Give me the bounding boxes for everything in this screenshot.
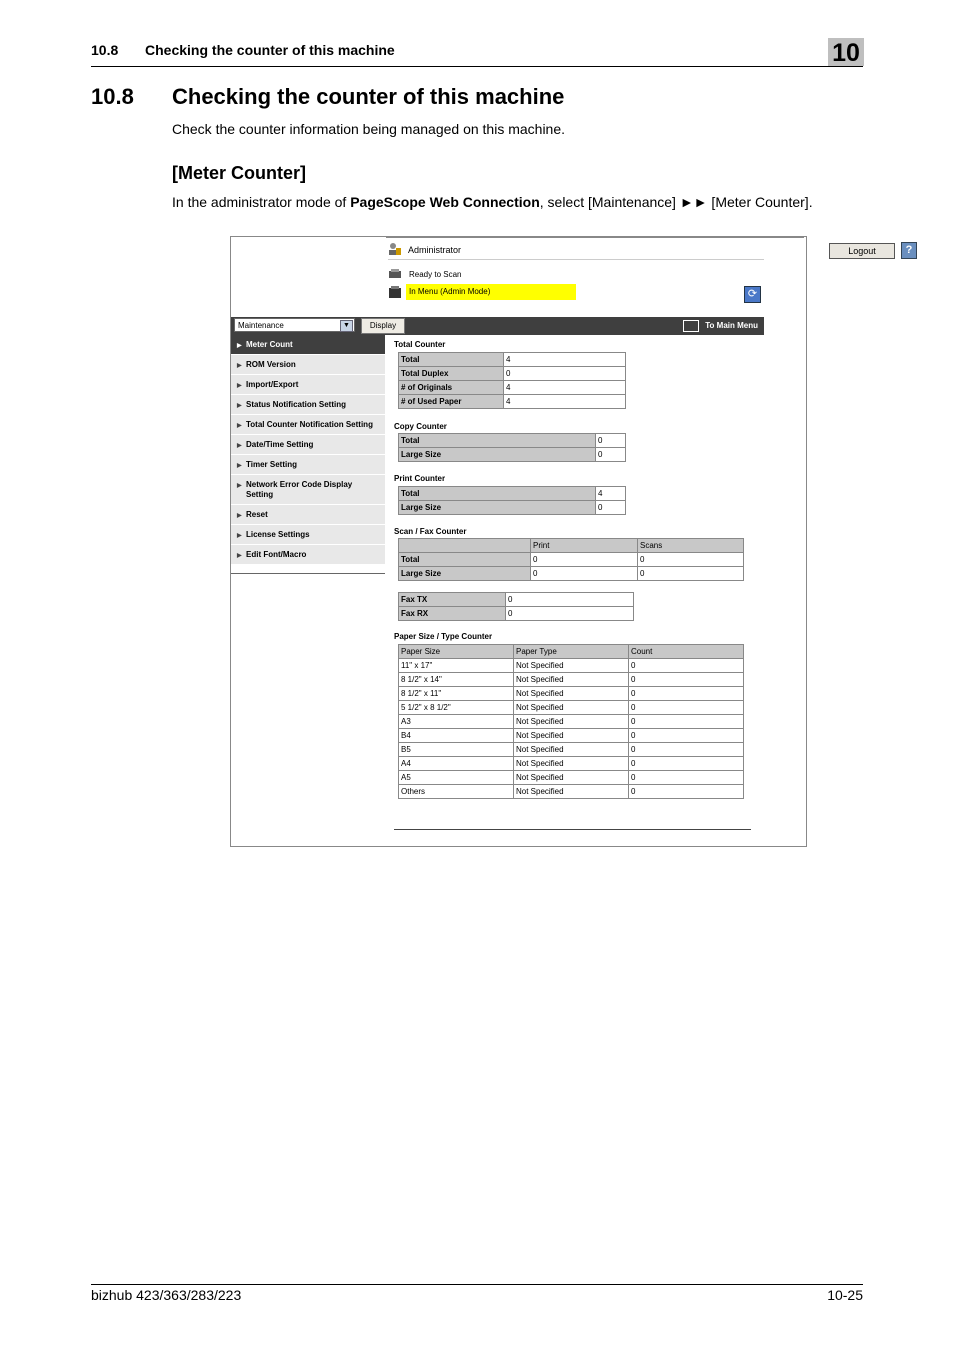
chevron-down-icon[interactable]: ▼ bbox=[340, 320, 353, 332]
table-cell: 0 bbox=[531, 553, 638, 567]
sidebar-item-label: Edit Font/Macro bbox=[246, 550, 307, 559]
table-cell: 0 bbox=[638, 553, 744, 567]
nav-bar bbox=[231, 317, 764, 335]
sidebar-item[interactable] bbox=[231, 375, 385, 395]
table-cell: Not Specified bbox=[514, 729, 629, 743]
row-label: Fax TX bbox=[399, 593, 506, 607]
row-label: Large Size bbox=[399, 501, 596, 515]
table-cell: A4 bbox=[399, 757, 514, 771]
help-icon[interactable]: ? bbox=[901, 242, 917, 259]
row-value: 0 bbox=[596, 448, 626, 462]
header-section-number: 10.8 bbox=[91, 42, 119, 58]
row-value: 4 bbox=[504, 395, 626, 409]
table-cell: A3 bbox=[399, 715, 514, 729]
instruction-bold: PageScope Web Connection bbox=[350, 194, 540, 210]
table-row bbox=[399, 701, 744, 715]
triangle-right-icon: ▶ bbox=[237, 343, 242, 349]
chapter-badge: 10 bbox=[828, 38, 864, 66]
table-row bbox=[399, 353, 626, 367]
scan-fax-counter-table bbox=[398, 538, 744, 581]
table-cell: 0 bbox=[629, 659, 744, 673]
sidebar-item-label: Network Error Code Display Setting bbox=[246, 480, 353, 499]
table-row bbox=[399, 659, 744, 673]
sidebar-item[interactable] bbox=[231, 355, 385, 375]
logout-button[interactable]: Logout bbox=[829, 243, 895, 259]
fax-counter-table bbox=[398, 592, 634, 621]
table-row bbox=[399, 395, 626, 409]
sidebar-item-label: Total Counter Notification Setting bbox=[246, 420, 373, 429]
column-header: Paper Type bbox=[514, 645, 629, 659]
sidebar-item[interactable] bbox=[231, 525, 385, 545]
table-row bbox=[399, 434, 626, 448]
sidebar-bottom-rule bbox=[231, 573, 385, 574]
triangle-right-icon: ▶ bbox=[237, 463, 242, 469]
table-cell: Not Specified bbox=[514, 673, 629, 687]
triangle-right-icon: ▶ bbox=[237, 533, 242, 539]
table-row bbox=[399, 381, 626, 395]
sidebar bbox=[231, 335, 386, 574]
row-label: # of Used Paper bbox=[399, 395, 504, 409]
sidebar-item[interactable] bbox=[231, 475, 385, 505]
administrator-icon bbox=[388, 242, 402, 256]
sidebar-item-label: Timer Setting bbox=[246, 460, 297, 469]
table-row bbox=[399, 757, 744, 771]
table-row bbox=[399, 501, 626, 515]
sidebar-item-label: License Settings bbox=[246, 530, 310, 539]
triangle-right-icon: ▶ bbox=[237, 553, 242, 559]
table-cell: 0 bbox=[629, 673, 744, 687]
web-connection-screenshot bbox=[230, 236, 913, 847]
table-row bbox=[399, 593, 634, 607]
admin-bar bbox=[388, 241, 913, 260]
sidebar-item[interactable] bbox=[231, 335, 385, 355]
row-value: 4 bbox=[596, 487, 626, 501]
table-cell: Total bbox=[399, 553, 531, 567]
column-header: Scans bbox=[638, 539, 744, 553]
table-cell: 8 1/2" x 14" bbox=[399, 673, 514, 687]
sidebar-item[interactable] bbox=[231, 505, 385, 525]
table-cell: 0 bbox=[531, 567, 638, 581]
triangle-right-icon: ▶ bbox=[237, 513, 242, 519]
paper-counter-title: Paper Size / Type Counter bbox=[394, 632, 493, 641]
sidebar-item-label: ROM Version bbox=[246, 360, 296, 369]
table-cell: 0 bbox=[638, 567, 744, 581]
table-row bbox=[399, 367, 626, 381]
main-menu-icon bbox=[683, 320, 699, 332]
paper-counter-table bbox=[398, 644, 744, 799]
content-bottom-rule bbox=[394, 829, 751, 830]
sidebar-item[interactable] bbox=[231, 435, 385, 455]
to-main-menu-link[interactable] bbox=[683, 320, 758, 332]
status-mode-badge: In Menu (Admin Mode) bbox=[406, 284, 576, 300]
table-cell: 0 bbox=[629, 771, 744, 785]
table-cell: 0 bbox=[629, 785, 744, 799]
table-cell: Not Specified bbox=[514, 701, 629, 715]
table-cell: 11" x 17" bbox=[399, 659, 514, 673]
row-label: # of Originals bbox=[399, 381, 504, 395]
row-label: Total Duplex bbox=[399, 367, 504, 381]
triangle-right-icon: ▶ bbox=[237, 423, 242, 429]
table-row bbox=[399, 743, 744, 757]
row-value: 0 bbox=[506, 593, 634, 607]
print-counter-title: Print Counter bbox=[394, 474, 446, 483]
table-row bbox=[399, 673, 744, 687]
sidebar-item[interactable] bbox=[231, 455, 385, 475]
subheading: [Meter Counter] bbox=[172, 163, 306, 183]
instruction-pre: In the administrator mode of bbox=[172, 194, 351, 210]
intro-text: Check the counter information being managed on this machine. bbox=[172, 121, 566, 137]
table-cell: 0 bbox=[629, 729, 744, 743]
table-row bbox=[399, 448, 626, 462]
row-value: 0 bbox=[504, 367, 626, 381]
row-value: 0 bbox=[596, 434, 626, 448]
display-button[interactable]: Display bbox=[361, 318, 405, 334]
table-cell: Not Specified bbox=[514, 771, 629, 785]
total-counter-title: Total Counter bbox=[394, 340, 446, 349]
row-value: 4 bbox=[504, 353, 626, 367]
table-row bbox=[399, 487, 626, 501]
sidebar-item[interactable] bbox=[231, 395, 385, 415]
row-label: Total bbox=[399, 353, 504, 367]
row-label: Fax RX bbox=[399, 607, 506, 621]
table-cell: Not Specified bbox=[514, 715, 629, 729]
row-value: 0 bbox=[506, 607, 634, 621]
row-value: 0 bbox=[596, 501, 626, 515]
table-row bbox=[399, 567, 744, 581]
sidebar-item[interactable] bbox=[231, 415, 385, 435]
table-cell: 0 bbox=[629, 701, 744, 715]
triangle-right-icon: ▶ bbox=[237, 443, 242, 449]
table-cell: Not Specified bbox=[514, 743, 629, 757]
to-main-menu-label: To Main Menu bbox=[705, 321, 758, 331]
table-cell: Not Specified bbox=[514, 757, 629, 771]
triangle-right-icon: ▶ bbox=[237, 363, 242, 369]
sidebar-item[interactable] bbox=[231, 545, 385, 565]
machine-icon bbox=[388, 285, 402, 299]
table-cell: 0 bbox=[629, 687, 744, 701]
row-label: Large Size bbox=[399, 448, 596, 462]
table-cell: B4 bbox=[399, 729, 514, 743]
triangle-right-icon: ▶ bbox=[237, 403, 242, 409]
table-cell: B5 bbox=[399, 743, 514, 757]
refresh-icon[interactable]: ⟳ bbox=[744, 286, 761, 303]
header-title: Checking the counter of this machine bbox=[145, 42, 395, 58]
table-row bbox=[399, 553, 744, 567]
status-ready-text: Ready to Scan bbox=[409, 270, 462, 279]
table-header-row bbox=[399, 539, 744, 553]
column-header: Paper Size bbox=[399, 645, 514, 659]
section-heading bbox=[91, 84, 565, 110]
table-row bbox=[399, 607, 634, 621]
instruction-text bbox=[172, 194, 813, 210]
sidebar-item-label: Meter Count bbox=[246, 340, 293, 349]
table-cell: Not Specified bbox=[514, 785, 629, 799]
table-cell: 0 bbox=[629, 757, 744, 771]
table-cell: Large Size bbox=[399, 567, 531, 581]
menu-select[interactable] bbox=[234, 318, 355, 332]
column-header bbox=[399, 539, 531, 553]
triangle-right-icon: ▶ bbox=[237, 483, 242, 489]
table-cell: Not Specified bbox=[514, 687, 629, 701]
menu-select-value: Maintenance bbox=[238, 321, 284, 330]
section-number: 10.8 bbox=[91, 84, 134, 109]
row-label: Total bbox=[399, 434, 596, 448]
table-cell: Others bbox=[399, 785, 514, 799]
section-title: Checking the counter of this machine bbox=[172, 84, 565, 109]
page-footer bbox=[91, 1284, 863, 1303]
sidebar-item-label: Import/Export bbox=[246, 380, 299, 389]
table-cell: 5 1/2" x 8 1/2" bbox=[399, 701, 514, 715]
sidebar-item-label: Reset bbox=[246, 510, 268, 519]
triangle-right-icon: ▶ bbox=[237, 383, 242, 389]
table-header-row bbox=[399, 645, 744, 659]
copy-counter-title: Copy Counter bbox=[394, 422, 447, 431]
sidebar-item-label: Status Notification Setting bbox=[246, 400, 346, 409]
table-row bbox=[399, 729, 744, 743]
table-row bbox=[399, 771, 744, 785]
frame-top-rule bbox=[386, 237, 804, 238]
table-row bbox=[399, 687, 744, 701]
admin-label: Administrator bbox=[408, 245, 462, 255]
print-counter-table bbox=[398, 486, 626, 515]
footer-model: bizhub 423/363/283/223 bbox=[91, 1287, 242, 1303]
row-value: 4 bbox=[504, 381, 626, 395]
column-header: Count bbox=[629, 645, 744, 659]
column-header: Print bbox=[531, 539, 638, 553]
running-header bbox=[91, 42, 863, 67]
table-cell: 0 bbox=[629, 715, 744, 729]
instruction-post: , select [Maintenance] ►► [Meter Counter]. bbox=[539, 194, 813, 210]
footer-page-number: 10-25 bbox=[827, 1287, 863, 1303]
table-row bbox=[399, 715, 744, 729]
copy-counter-table bbox=[398, 433, 626, 462]
table-cell: 0 bbox=[629, 743, 744, 757]
total-counter-table bbox=[398, 352, 626, 409]
row-label: Total bbox=[399, 487, 596, 501]
table-row bbox=[399, 785, 744, 799]
table-cell: Not Specified bbox=[514, 659, 629, 673]
scan-fax-counter-title: Scan / Fax Counter bbox=[394, 527, 467, 536]
table-cell: 8 1/2" x 11" bbox=[399, 687, 514, 701]
sidebar-item-label: Date/Time Setting bbox=[246, 440, 314, 449]
table-cell: A5 bbox=[399, 771, 514, 785]
scanner-icon bbox=[388, 267, 402, 281]
